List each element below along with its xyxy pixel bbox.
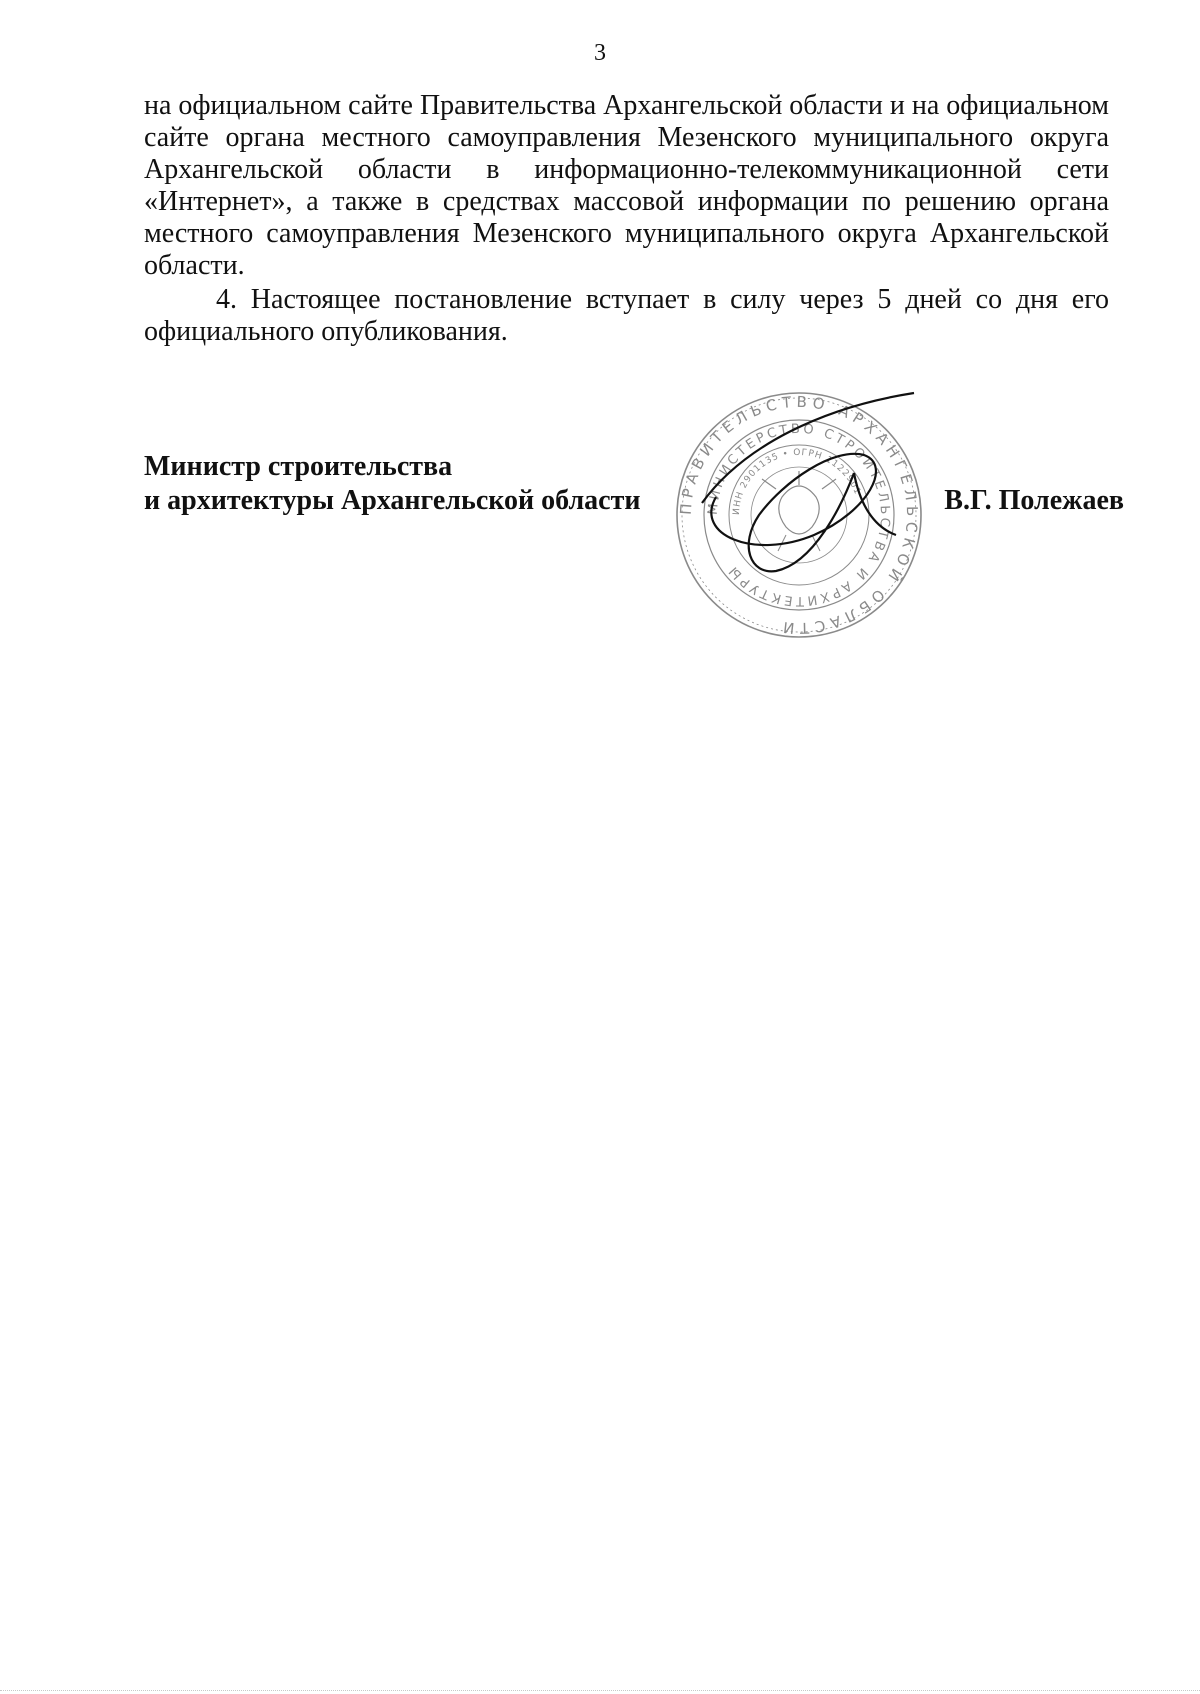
signature-block [144,392,1124,670]
document-body [144,90,1109,348]
official-seal-stamp [664,385,934,645]
paragraph-effective-date: 4. Настоящее постановление вступает в силу через 5 дней со дня его официального опубликования. [144,284,1109,347]
svg-text:ИНН 2901135 • ОГРН 1122901 [732,448,862,515]
paragraph-publication: на официальном сайте Правительства Архангельской области и на официальном сайте органа местного самоуправления Мезенского муниципального округа Архангельской области в информационно-телекоммуникационной сети «Интернет», а также в средствах массовой информации по решению органа местного самоуправления Мезенского муниципального округа Архангельской области. [144,90,1109,281]
seal-inner-text: МИНИСТЕРСТВО СТРОИТЕЛЬСТВА И АРХИТЕКТУРЫ [705,421,893,609]
signatory-name: В.Г. Полежаев [944,485,1124,516]
seal-outer-text: ПРАВИТЕЛЬСТВО АРХАНГЕЛЬСКОЙ ОБЛАСТИ [676,392,922,638]
signatory-position-line-2: и архитектуры Архангельской области [144,485,641,516]
signatory-position [144,450,704,518]
scan-edge-line [0,1690,1200,1692]
seal-code-text: ИНН 2901135 • ОГРН 1122901 [731,447,863,516]
signatory-position-line-1: Министр строительства [144,451,453,482]
page-number: 3 [594,40,606,66]
